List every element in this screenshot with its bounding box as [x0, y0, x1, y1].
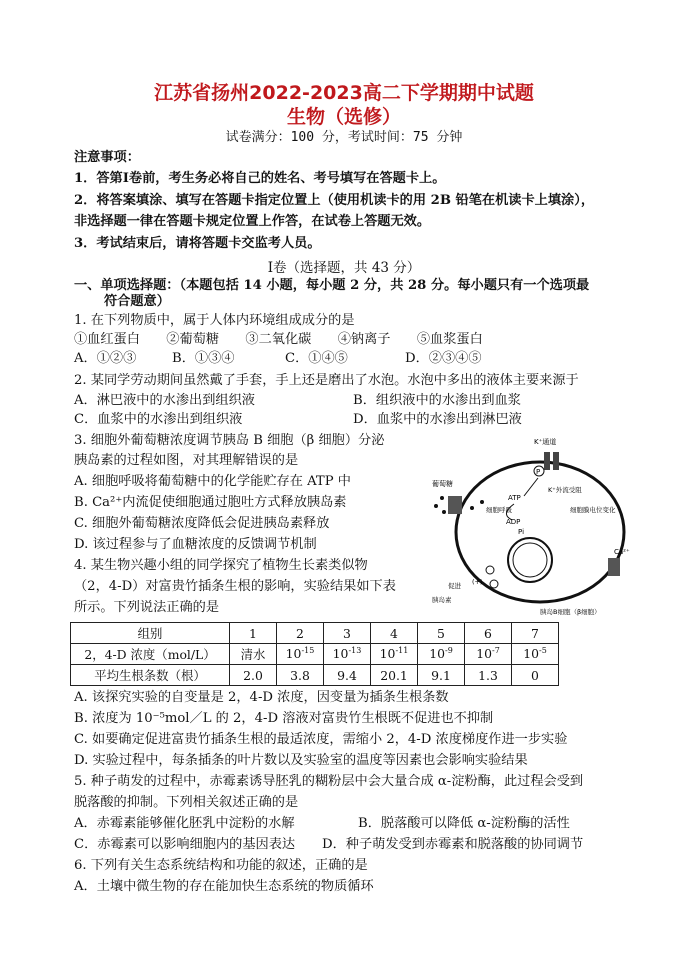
part1-heading: 一、单项选择题：（本题包括 14 小题，每小题 2 分，共 28 分。每小题只有一个选项最 — [74, 278, 590, 293]
table-cell: $10^{-15}$ — [277, 644, 324, 665]
table-row — [71, 644, 559, 665]
glucose-transporter-icon — [448, 496, 462, 514]
table-cell: $10^{-13}$ — [324, 644, 371, 665]
q3-stem-2: 胰岛素的过程如图，对其理解错误的是 — [74, 453, 299, 468]
notice-item-1: 1．答第Ⅰ卷前，考生务必将自己的姓名、考号填写在答题卡上。 — [74, 171, 446, 186]
q2-stem: 2. 某同学劳动期间虽然戴了手套，手上还是磨出了水泡。水泡中多出的液体主要来源于 — [74, 373, 579, 388]
table-cell: 6 — [465, 623, 512, 644]
q1-option-d: D．②③④⑤ — [405, 351, 482, 366]
exam-subject: 生物（选修） — [286, 106, 401, 128]
q3-option-d: D. 该过程参与了血糖浓度的反馈调节机制 — [74, 537, 317, 552]
section-title: Ⅰ卷（选择题，共 43 分） — [267, 260, 421, 276]
q5-stem-1: 5. 种子萌发的过程中，赤霉素诱导胚乳的糊粉层中会大量合成 α-淀粉酶，此过程会受到 — [74, 774, 584, 789]
q1-option-c: C．①④⑤ — [285, 351, 348, 366]
figure-caption: 胰岛B细胞（β细胞） — [540, 608, 601, 616]
q3-option-b: B. Ca²⁺内流促使细胞通过胞吐方式释放胰岛素 — [74, 495, 347, 510]
ca-channel-icon — [608, 558, 620, 576]
table-row — [71, 665, 559, 686]
label-glucose: 葡萄糖 — [432, 480, 453, 488]
table-cell: 9.1 — [418, 665, 465, 686]
q1-stem: 1. 在下列物质中，属于人体内环境组成成分的是 — [74, 313, 355, 328]
row-label: 2，4-D 浓度（mol/L） — [71, 644, 230, 665]
notice-item-3: 3．考试结束后，请将答题卡交监考人员。 — [74, 236, 321, 251]
svg-text:P: P — [536, 468, 541, 476]
q2-option-c: C．血浆中的水渗出到组织液 — [74, 412, 243, 427]
table-cell: 3.8 — [277, 665, 324, 686]
table-cell: $10^{-7}$ — [465, 644, 512, 665]
label-adp: ADP — [506, 518, 521, 526]
table-cell: 20.1 — [371, 665, 418, 686]
label-k-channel: K⁺通道 — [534, 438, 557, 446]
notice-item-2-cont: 非选择题一律在答题卡规定位置上作答，在试卷上答题无效。 — [74, 214, 431, 229]
q5-option-d: D．种子萌发受到赤霉素和脱落酸的协同调节 — [322, 837, 584, 852]
table-cell: $10^{-11}$ — [371, 644, 418, 665]
table-cell: 3 — [324, 623, 371, 644]
label-atp: ATP — [508, 494, 521, 502]
q1-items: ①血红蛋白 ②葡萄糖 ③二氧化碳 ④钠离子 ⑤血浆蛋白 — [74, 332, 483, 347]
results-table — [70, 622, 559, 686]
label-pi: Pi — [518, 528, 525, 536]
table-cell: 5 — [418, 623, 465, 644]
part1-heading-cont: 符合题意） — [104, 294, 170, 309]
q5-option-b: B．脱落酸可以降低 α-淀粉酶的活性 — [358, 816, 570, 831]
q4-stem-1: 4. 某生物兴趣小组的同学探究了植物生长素类似物 — [74, 558, 368, 573]
exam-meta: 试卷满分：100 分，考试时间：75 分钟 — [225, 130, 463, 145]
q3-option-a: A. 细胞呼吸将葡萄糖中的化学能贮存在 ATP 中 — [74, 474, 351, 489]
table-cell: 7 — [512, 623, 559, 644]
q2-option-b: B．组织液中的水渗出到血浆 — [353, 393, 521, 408]
q2-option-a: A．淋巴液中的水渗出到组织液 — [74, 393, 255, 408]
table-cell: 2 — [277, 623, 324, 644]
notice-item-2: 2．将答案填涂、填写在答题卡指定位置上（使用机读卡的用 2B 铅笔在机读卡上填涂）， — [74, 193, 595, 208]
q6-stem: 6. 下列有关生态系统结构和功能的叙述，正确的是 — [74, 858, 368, 873]
table-cell: $10^{-5}$ — [512, 644, 559, 665]
label-promote: 促进 — [448, 582, 461, 590]
q1-option-a: A．①②③ — [74, 351, 137, 366]
table-cell: 1.3 — [465, 665, 512, 686]
table-cell: $10^{-9}$ — [418, 644, 465, 665]
table-cell: 9.4 — [324, 665, 371, 686]
q4-stem-3: 所示。下列说法正确的是 — [74, 600, 220, 615]
label-respiration: 细胞呼吸 — [486, 506, 512, 514]
q4-option-a: A. 该探究实验的自变量是 2，4-D 浓度，因变量为插条生根条数 — [74, 690, 449, 705]
q5-option-c: C．赤霉素可以影响细胞内的基因表达 — [74, 837, 296, 852]
q2-option-d: D．血浆中的水渗出到淋巴液 — [353, 412, 522, 427]
q4-option-c: C. 如要确定促进富贵竹插条生根的最适浓度，需缩小 2，4-D 浓度梯度作进一步实验 — [74, 732, 568, 747]
q1-option-b: B．①③④ — [172, 351, 235, 366]
beta-cell-diagram — [428, 434, 638, 618]
label-k-outflow: K⁺外流受阻 — [548, 486, 582, 494]
q4-option-d: D. 实验过程中，每条插条的叶片数以及实验室的温度等因素也会影响实验结果 — [74, 753, 528, 768]
exam-title: 江苏省扬州2022-2023高二下学期期中试题 — [154, 82, 534, 104]
table-cell: 4 — [371, 623, 418, 644]
k-channel-icon — [544, 452, 559, 470]
table-cell: 清水 — [230, 644, 277, 665]
label-ca: Ca²⁺ — [614, 548, 630, 556]
label-insulin: 胰岛素 — [432, 596, 452, 604]
table-cell: 2.0 — [230, 665, 277, 686]
table-row — [71, 623, 559, 644]
q4-option-b: B. 浓度为 10⁻⁵mol／L 的 2，4-D 溶液对富贵竹生根既不促进也不抑制 — [74, 711, 494, 726]
q5-stem-2: 脱落酸的抑制。下列相关叙述正确的是 — [74, 795, 299, 810]
notice-heading: 注意事项： — [74, 150, 140, 165]
q4-stem-2: （2，4-D）对富贵竹插条生根的影响，实验结果如下表 — [74, 579, 396, 594]
svg-text:(+): (+) — [472, 578, 483, 586]
q6-option-a: A．土壤中微生物的存在能加快生态系统的物质循环 — [74, 879, 374, 894]
table-cell: 0 — [512, 665, 559, 686]
label-potential: 细胞膜电位变化 — [570, 506, 616, 514]
row-label: 平均生根条数（根） — [71, 665, 230, 686]
q3-stem-1: 3. 细胞外葡萄糖浓度调节胰岛 B 细胞（β 细胞）分泌 — [74, 433, 385, 448]
q5-option-a: A．赤霉素能够催化胚乳中淀粉的水解 — [74, 816, 295, 831]
row-label: 组别 — [71, 623, 230, 644]
q3-option-c: C. 细胞外葡萄糖浓度降低会促进胰岛素释放 — [74, 516, 330, 531]
table-cell: 1 — [230, 623, 277, 644]
